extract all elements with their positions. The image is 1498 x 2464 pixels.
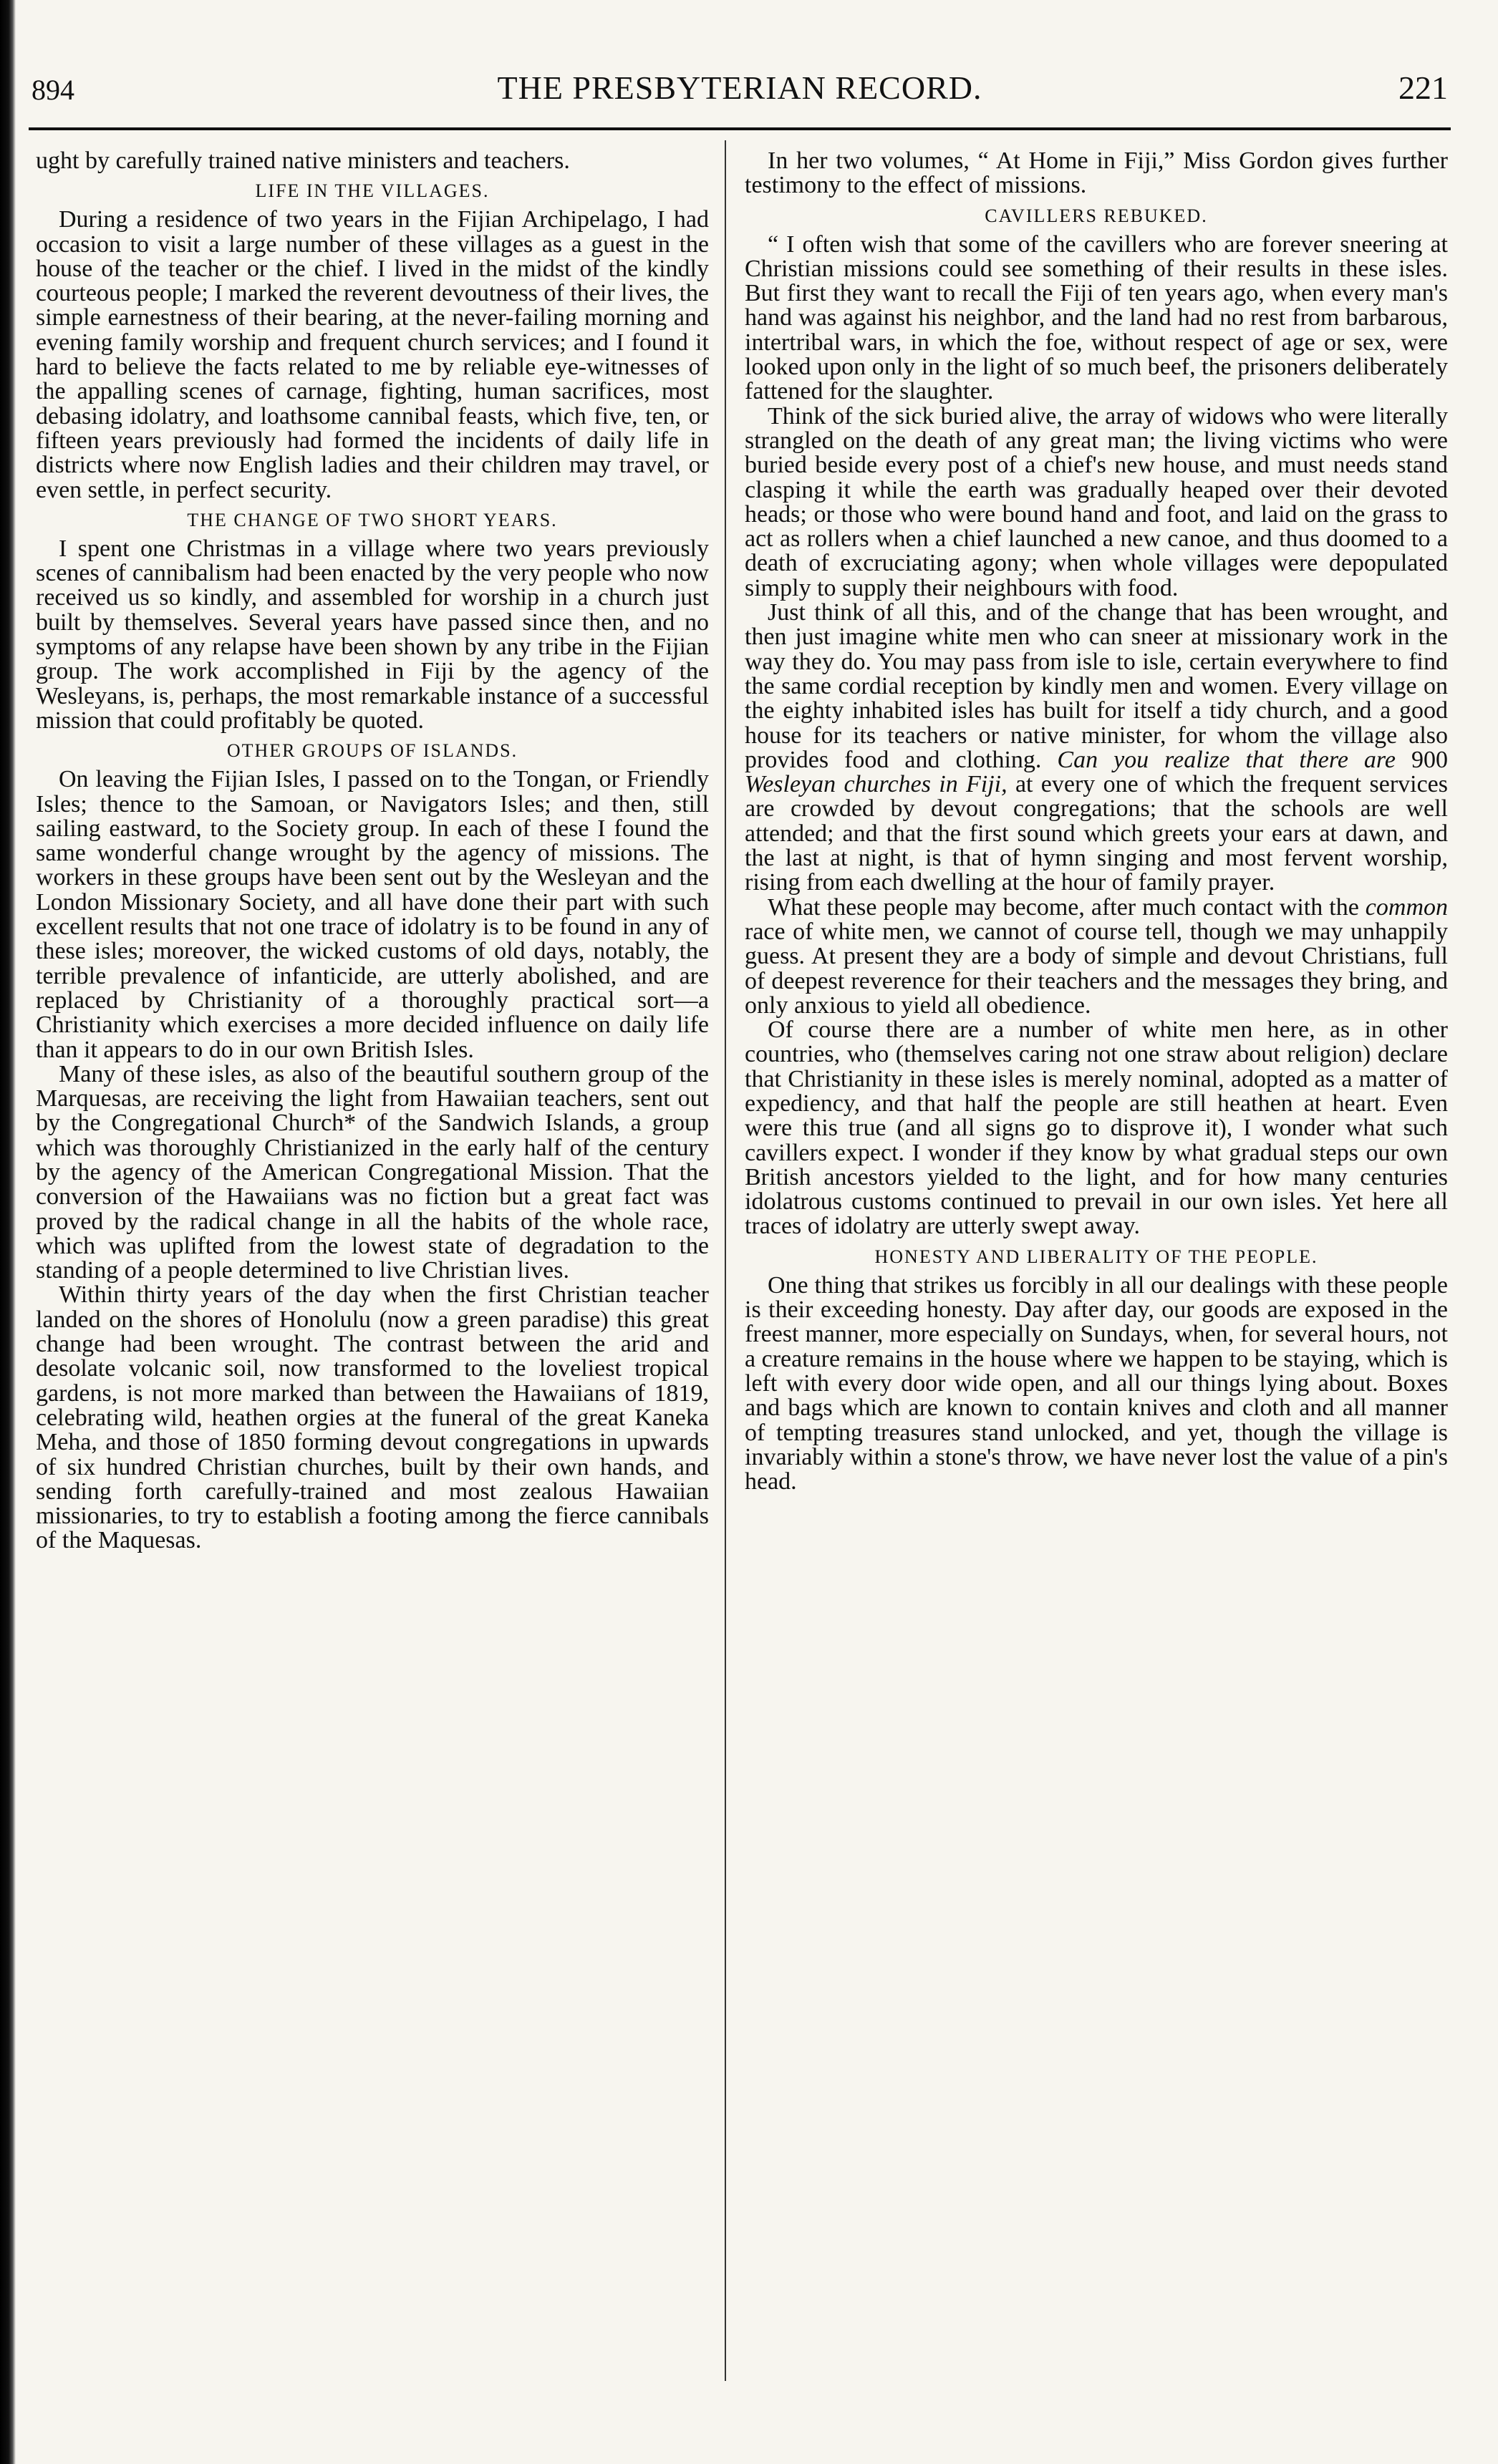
text-run: at every one of which the frequent services are crowded by devout congregations; that the schools are well attended; and that the first sound which greets your ears at dawn, and the last at night, is that of hymn singing and most fervent worship, rising from each dwelling at the hour of family prayer.	[745, 771, 1448, 896]
number-text: 900	[1411, 746, 1448, 773]
paragraph: In her two volumes, “ At Home in Fiji,” Miss Gordon gives further testimony to the effect of missions.	[745, 149, 1448, 199]
column-divider	[725, 140, 726, 2381]
header-rule	[29, 127, 1451, 130]
page-number: 221	[1398, 69, 1448, 106]
text-run: race of white men, we cannot of course tell, though we may unhappily guess. At present they are a body of simple and devout Christians, full of deepest reverence for their teachers and the messages they bring, and only anxious to yield all obedience.	[745, 918, 1448, 1019]
section-heading: HONESTY AND LIBERALITY OF THE PEOPLE.	[874, 1246, 1318, 1267]
header-year-fragment: 894	[32, 74, 74, 106]
paragraph: Of course there are a number of white men here, as in other countries, who (themselves caring not one straw about religion) declare that Christianity in these isles is merely nominal, adopted as a matter of expediency, and that half the people are still heathen at heart. Even were this true (and all signs go to disprove it), I wonder what such cavillers expect. I wonder if they know by what gradual steps our own British ancestors yielded to the light, and for how many centuries idolatrous customs continued to prevail in our own isles. Yet here all traces of idolatry are utterly swept away.	[745, 1017, 1448, 1240]
journal-title: THE PRESBYTERIAN RECORD.	[497, 69, 982, 106]
paragraph: During a residence of two years in the Fijian Archipelago, I had occasion to visit a large number of these villages as a guest in the house of the teacher or the chief. I lived in the midst of the kindly courteous people; I marked the reverent devoutness of their lives, the simple earnestness of their bearing, at the never-failing morning and evening family worship and frequent church services; and I found it hard to believe the facts related to me by reliable eye-witnesses of the appalling scenes of carnage, fighting, human sacrifices, most debasing idolatry, and loathsome cannibal feasts, which five, ten, or fifteen years previously had formed the incidents of daily life in districts where now English ladies and their children may travel, or even settle, in perfect security.	[36, 206, 709, 503]
paragraph: One thing that strikes us forcibly in all our dealings with these people is their exceeding honesty. Day after day, our goods are exposed in the freest manner, more especially on Sundays, when, for several hours, not a creature remains in the house where we happen to be staying, which is left with every door wide open, and all our things lying about. Boxes and bags which are known to contain knives and cloth and all manner of tempting treasures stand unlocked, and yet, though the village is invariably within a stone's throw, we have never lost the value of a pin's head.	[745, 1271, 1448, 1495]
paragraph: Within thirty years of the day when the first Christian teacher landed on the shores of Honolulu (now a green paradise) this great change had been wrought. The contrast between the arid and desolate volcanic soil, now transformed to the loveliest tropical gardens, is not more marked than between the Hawaiians of 1819, celebrating wild, heathen orgies at the funeral of the great Kaneka Meha, and those of 1850 forming devout congregations in upwards of six hundred Christian churches, built by their own hands, and sending forth carefully-trained and most zealous Hawaiian missionaries, to try to establish a footing among the fierce cannibals of the Maquesas.	[36, 1281, 709, 1554]
italic-text: Can you realize that there are	[1057, 746, 1396, 773]
left-column	[36, 149, 709, 2397]
right-column	[745, 149, 1448, 2397]
paragraph: On leaving the Fijian Isles, I passed on to the Tongan, or Friendly Isles; thence to the Samoan, or Navigators Isles; and then, still sailing eastward, to the Society group. In each of these I found the same wonderful change wrought by the agency of missions. The workers in these groups have been sent out by the Wesleyan and the London Missionary Society, and all have done their part with such excellent results that not one trace of idolatry is to be found in any of these isles; moreover, the wicked customs of old days, notably, the terrible prevalence of infanticide, are utterly abolished, and are replaced by Christianity of a thoroughly practical sort—a Christianity which exercises a more decided influence on daily life than it appears to do in our own British Isles.	[36, 766, 709, 1063]
italic-text: Wesleyan churches in Fiji,	[745, 771, 1007, 798]
paragraph: “ I often wish that some of the cavillers who are forever sneering at Christian missions could see something of their results in these isles. But first they want to recall the Fiji of ten years ago, when every man's hand was against his neighbor, and the land had no rest from barbarous, intertribal wars, in which the foe, without respect of age or sex, were looked upon only in the light of so much beef, the prisoners deliberately fattened for the slaughter.	[745, 231, 1448, 405]
section-heading: OTHER GROUPS OF ISLANDS.	[226, 740, 518, 762]
paragraph: Many of these isles, as also of the beautiful southern group of the Marquesas, are receiving the light from Hawaiian teachers, sent out by the Congregational Church* of the Sandwich Islands, a group which was thoroughly Christianized in the early half of the century by the agency of the American Congregational Mission. That the conversion of the Hawaiians was no fiction but a great fact was proved by the radical change in all the habits of the whole race, which was uplifted from the lowest state of degradation to the standing of a people determined to live Christian lives.	[36, 1060, 709, 1284]
section-heading: THE CHANGE OF TWO SHORT YEARS.	[187, 509, 558, 530]
binding-shadow	[0, 0, 16, 2464]
text-run: What these people may become, after much contact with the	[768, 893, 1359, 921]
section-heading: CAVILLERS REBUKED.	[985, 205, 1208, 226]
paragraph	[745, 601, 1448, 896]
paragraph: I spent one Christmas in a village where two years previously scenes of cannibalism had been enacted by the very people who now received us so kindly, and assembled for worship in a church just built by themselves. Several years have passed since then, and no symptoms of any relapse have been shown by any tribe in the Fijian group. The work accomplished in Fiji by the agency of the Wesleyans, is, perhaps, the most remarkable instance of a successful mission that could profitably be quoted.	[36, 535, 709, 734]
paragraph	[745, 893, 1448, 1019]
section-heading: LIFE IN THE VILLAGES.	[255, 180, 490, 202]
paragraph: ught by carefully trained native ministers and teachers.	[36, 149, 570, 174]
italic-text: common	[1365, 893, 1448, 921]
text-run: Just think of all this, and of the change that has been wrought, and then just imagine white men who can sneer at missionary work in the way they do. You may pass from isle to isle, certain everywhere to find the same cordial reception by kindly men and women. Every village on the eighty inhabited isles has built for itself a tidy church, and a good house for its teachers or native minister, for whom the village also provides food and clothing.	[745, 599, 1448, 773]
paragraph: Think of the sick buried alive, the array of widows who were literally strangled on the death of any great man; the living victims who were buried beside every post of a chief's new house, and must needs stand clasping it while the earth was gradually heaped over their devoted heads; or those who were bound hand and foot, and laid on the grass to act as rollers when a chief launched a new canoe, and thus doomed to a death of excruciating agony; when whole villages were depopulated simply to supply their neighbours with food.	[745, 402, 1448, 601]
page-header	[32, 69, 1448, 119]
